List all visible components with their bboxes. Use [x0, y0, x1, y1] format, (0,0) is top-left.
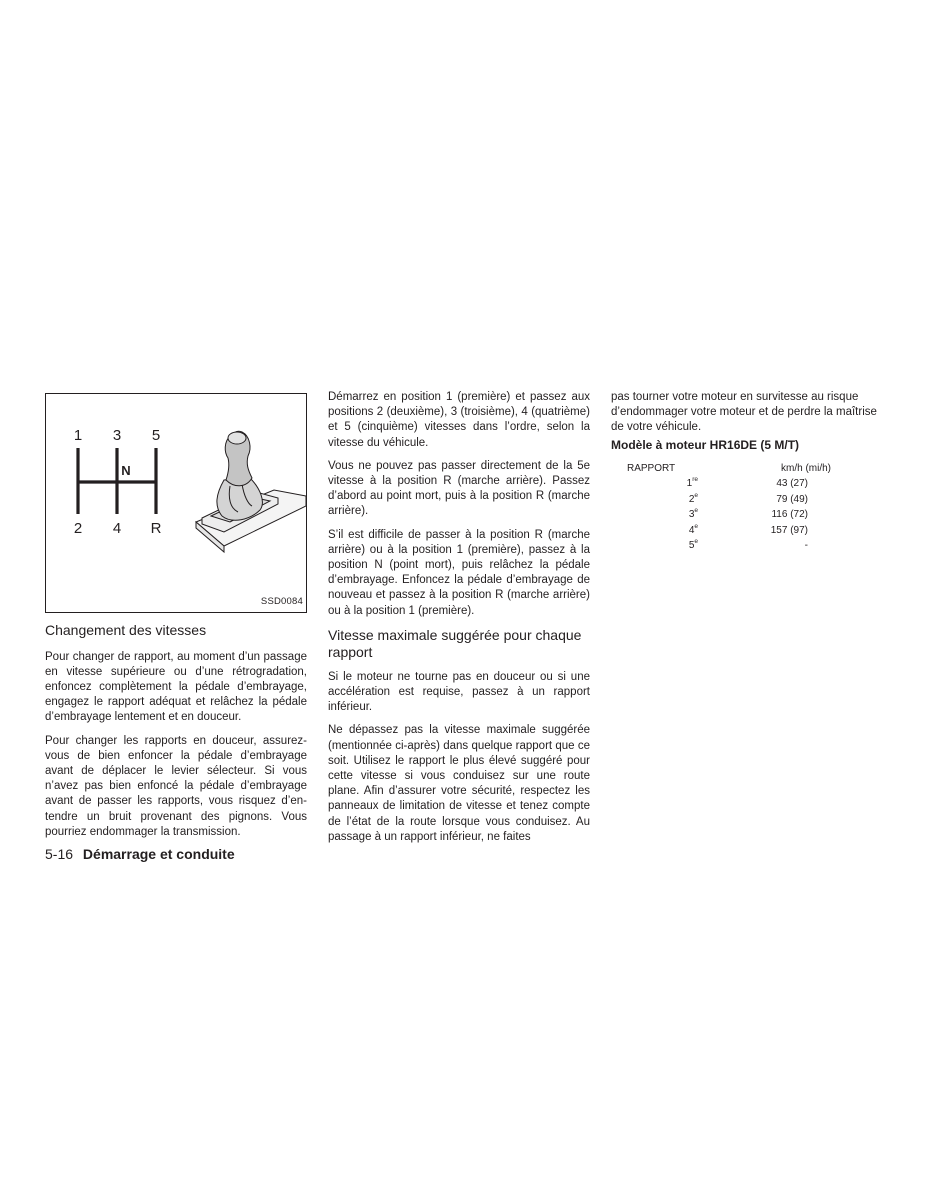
paragraph: pas tourner votre moteur en survitesse au risque d’endommager votre moteur et de perdre la maîtrise de votre véhicule.: [611, 391, 877, 434]
gear-cell: 5e: [688, 538, 698, 552]
paragraph: Si le moteur ne tourne pas en douceur ou si une accélération est requise, passez à un rapport inférieur.: [328, 670, 590, 714]
gear-cell: 4e: [688, 522, 698, 536]
table-row: [627, 523, 831, 539]
speed-cell: 43 (27): [776, 478, 808, 490]
column-3: [611, 390, 891, 554]
gear-label-2: 2: [73, 520, 83, 537]
gear-cell: 2e: [688, 491, 698, 505]
shift-pattern-diagram: [46, 394, 306, 612]
section-heading-max-speed: Vitesse maximale suggérée pour chaque rapport: [328, 626, 582, 661]
gear-label-1: 1: [73, 427, 83, 444]
shift-pattern-lines: [78, 448, 156, 514]
section-title: Démarrage et conduite: [82, 846, 235, 862]
section-heading-gear-change: Changement des vitesses: [45, 622, 207, 638]
page-number: 5-16: [45, 846, 74, 862]
gear-label-n: N: [121, 463, 131, 478]
column-2: [328, 390, 590, 853]
gear-label-r: R: [150, 520, 162, 537]
paragraph: S’il est difficile de passer à la position R (marche arrière) ou à la position 1 (première), passez à la position N (point mort), puis relâchez la pédale d’embrayage. Enfoncez la pédale d’embrayage de nouveau et passez à la position R (marche arrière) ou à la position 1 (première).: [328, 528, 590, 617]
model-title: Modèle à moteur HR16DE (5 M/T): [611, 437, 800, 452]
paragraph: Ne dépassez pas la vitesse maximale suggérée (mentionnée ci-après) dans quelque rapport que ce soit. Utilisez le rapport le plus élevé suggéré pour cette vitesse si vous conduisez sur une route plane. Afin d’assurer votre sécurité, respectez les panneaux de limitation de vitesse et tenez compte de l’état de la route lorsque vous conduisez. Au passage à un rapport inférieur, ne faites: [328, 724, 590, 843]
gear-shift-figure: [45, 393, 307, 613]
speed-cell: 157 (97): [770, 524, 808, 536]
table-row: [627, 476, 831, 492]
speed-cell: 116 (72): [771, 509, 808, 521]
paragraph: Pour changer les rapports en douceur, assurez-vous de bien enfoncer la pédale d’embrayage avant de déplacer le levier sélecteur. Si vous n’avez pas bien enfoncé la pédale d’embrayage avant de passer les rapports, vous risquez d’entendre un bruit provenant des pignons. Vous pourriez endommager la transmission.: [45, 734, 307, 838]
table-header-speed: km/h (mi/h): [781, 462, 831, 474]
table-header-row: [627, 461, 831, 477]
speed-cell: 79 (49): [776, 493, 808, 505]
paragraph: Démarrez en position 1 (première) et passez aux positions 2 (deuxième), 3 (troisième), 4 (quatrième) et 5 (cinquième) vitesses dans l’ordre, selon la vitesse du véhicule.: [328, 391, 590, 449]
page-footer: [45, 846, 235, 862]
column-1: [45, 393, 307, 848]
gear-label-5: 5: [151, 427, 161, 444]
speed-table: [627, 461, 831, 554]
gear-label-3: 3: [112, 427, 122, 444]
paragraph: Vous ne pouvez pas passer directement de la 5e vitesse à la position R (marche arrière). Passez d’abord au point mort, puis à la position R (marche arrière).: [328, 459, 590, 518]
paragraph: Pour changer de rapport, au moment d’un passage en vitesse supérieure ou d’une rétrogradation, enfoncez complètement la pédale d’embrayage, engagez le rapport adéquat et relâchez la pédale d’embrayage lentement et en douceur.: [45, 650, 307, 724]
table-row: [627, 538, 831, 554]
table-row: [627, 492, 831, 508]
table-row: [627, 507, 831, 523]
gear-cell: 3e: [688, 507, 698, 521]
gear-label-4: 4: [112, 520, 122, 537]
speed-cell: -: [804, 540, 808, 552]
table-header-gear: RAPPORT: [627, 462, 676, 474]
figure-code: SSD0084: [260, 595, 303, 607]
gear-lever-illustration: [196, 431, 306, 552]
gear-cell: 1re: [686, 476, 698, 490]
